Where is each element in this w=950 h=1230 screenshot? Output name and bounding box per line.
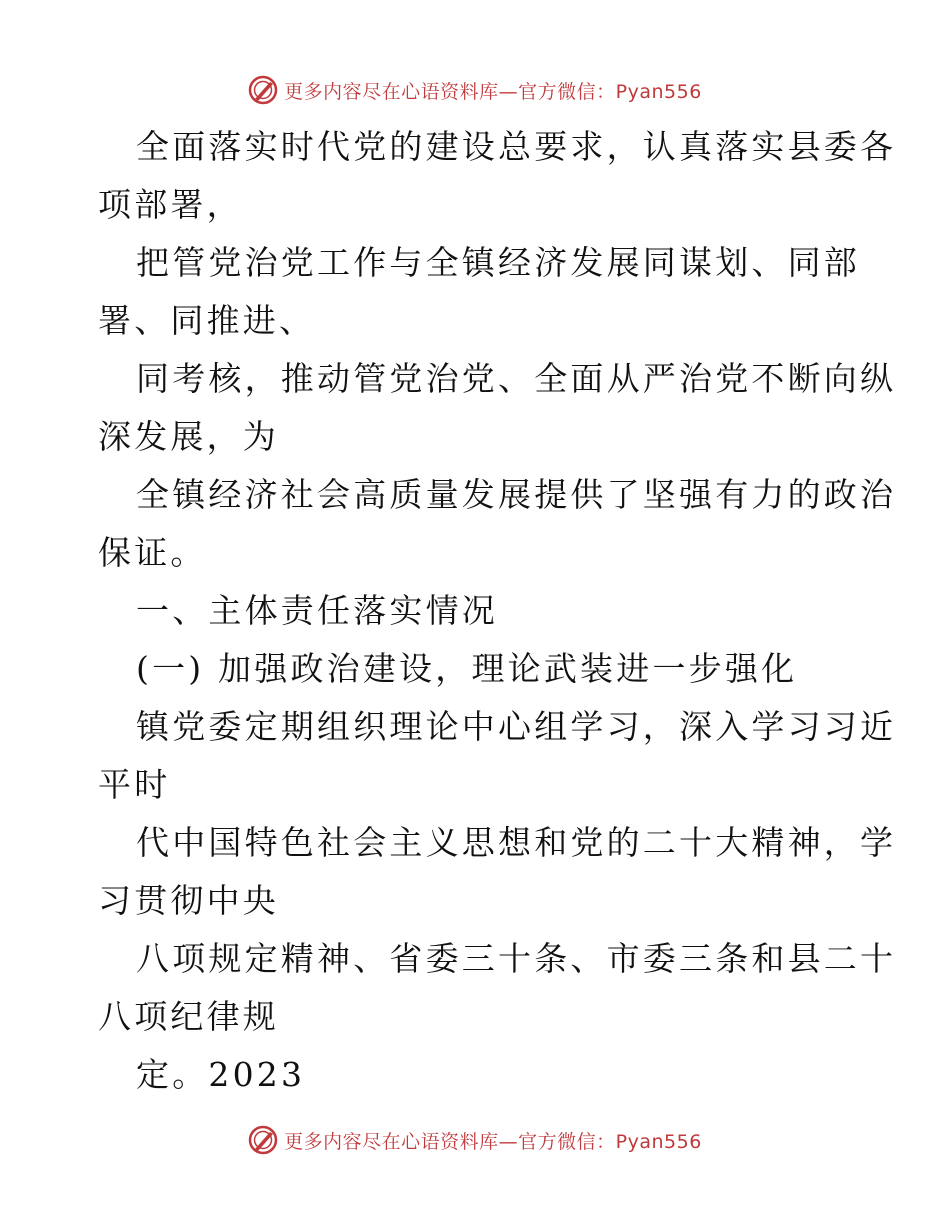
section-heading: 一、主体责任落实情况	[136, 591, 498, 630]
text-line: 平时	[98, 765, 171, 804]
text-line: 习贯彻中央	[98, 881, 279, 920]
quill-logo-icon	[248, 75, 278, 105]
quill-logo-icon	[248, 1125, 278, 1155]
subsection-heading: (一) 加强政治建设，理论武装进一步强化	[136, 649, 798, 688]
text-line: 八项纪律规	[98, 997, 279, 1036]
text-line: 全面落实时代党的建设总要求，认真落实县委各	[136, 127, 897, 166]
text-line: 镇党委定期组织理论中心组学习，深入学习习近	[136, 707, 897, 746]
document-body	[98, 118, 897, 1104]
text-line: 把管党治党工作与全镇经济发展同谋划、同部	[136, 243, 860, 282]
text-line: 保证。	[98, 533, 207, 572]
watermark-text: 更多内容尽在心语资料库—官方微信：Pyan556	[284, 80, 702, 103]
text-line: 代中国特色社会主义思想和党的二十大精神，学	[136, 823, 897, 862]
text-line: 署、同推进、	[98, 301, 316, 340]
text-line: 全镇经济社会高质量发展提供了坚强有力的政治	[136, 475, 897, 514]
text-line: 八项规定精神、省委三十条、市委三条和县二十	[136, 939, 897, 978]
text-line: 同考核，推动管党治党、全面从严治党不断向纵	[136, 359, 897, 398]
header-watermark	[0, 68, 950, 112]
text-line: 定。2023	[136, 1055, 306, 1094]
footer-watermark	[0, 1118, 950, 1162]
text-line: 项部署，	[98, 185, 243, 224]
watermark-text: 更多内容尽在心语资料库—官方微信：Pyan556	[284, 1130, 702, 1153]
text-line: 深发展，为	[98, 417, 279, 456]
